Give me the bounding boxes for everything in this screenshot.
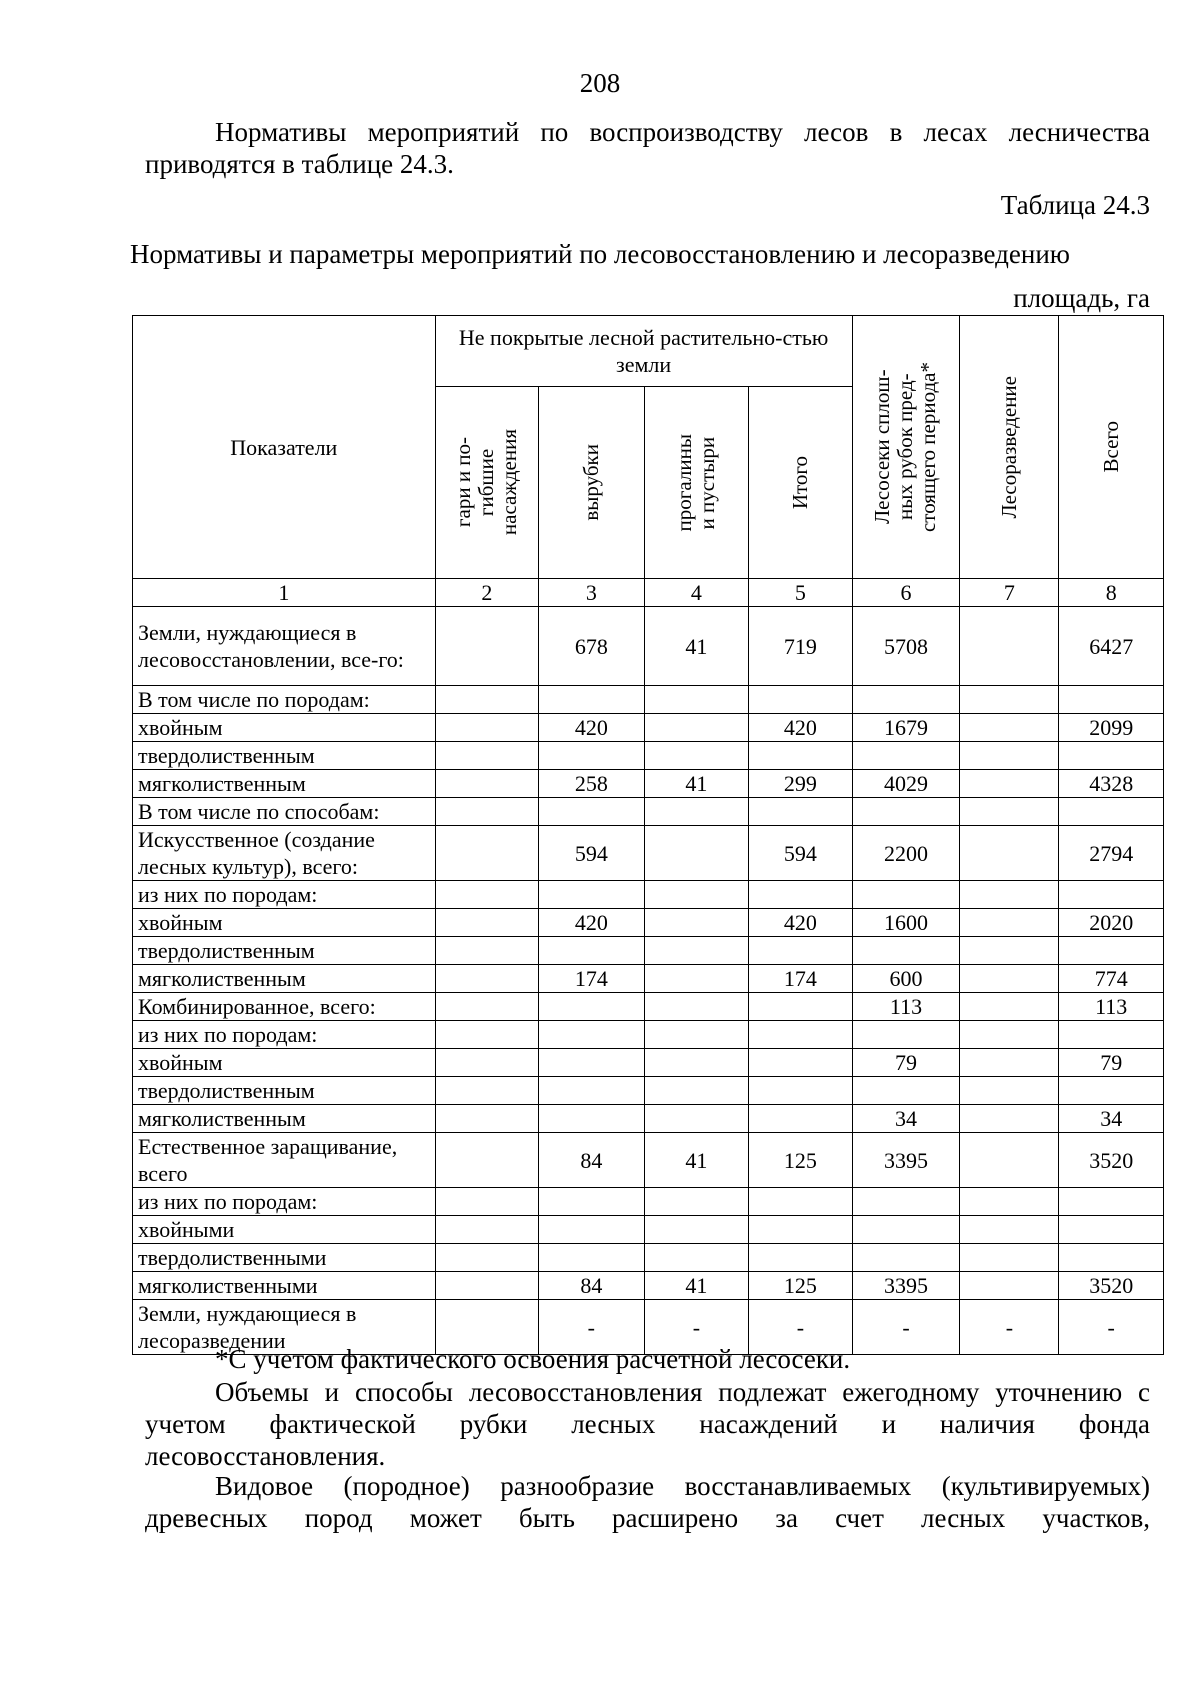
cell-c2	[435, 1244, 538, 1272]
cell-c6: 5708	[852, 607, 960, 686]
cell-c5	[749, 993, 852, 1021]
intro-line-2: приводятся в таблице 24.3.	[145, 149, 454, 179]
cell-c6	[852, 1077, 960, 1105]
table-row	[133, 742, 1164, 770]
cell-c7	[960, 607, 1059, 686]
cell-c4	[644, 937, 749, 965]
para3-line-1: Видовое (породное) разнообразие восстанавливаемых (культивируемых)	[215, 1471, 1150, 1501]
row-label: хвойным	[133, 1049, 436, 1077]
cell-c2	[435, 1049, 538, 1077]
cell-c7: -	[960, 1300, 1059, 1355]
header-glades	[644, 387, 749, 579]
table-row	[133, 993, 1164, 1021]
cell-c3	[539, 1105, 645, 1133]
cell-c5	[749, 742, 852, 770]
row-label: твердолиственными	[133, 1244, 436, 1272]
cell-c7	[960, 909, 1059, 937]
cell-c8	[1059, 1077, 1164, 1105]
table-row	[133, 770, 1164, 798]
cell-c4	[644, 909, 749, 937]
cell-c2	[435, 607, 538, 686]
row-label: Комбинированное, всего:	[133, 993, 436, 1021]
cell-c3: 84	[539, 1133, 645, 1188]
cell-c4	[644, 881, 749, 909]
header-indicators: Показатели	[133, 316, 436, 579]
cell-c7	[960, 1077, 1059, 1105]
cell-c2	[435, 1077, 538, 1105]
column-number: 8	[1059, 579, 1164, 607]
column-number: 3	[539, 579, 645, 607]
cell-c5: -	[749, 1300, 852, 1355]
table-row	[133, 1244, 1164, 1272]
cell-c6: 3395	[852, 1272, 960, 1300]
cell-c5	[749, 686, 852, 714]
row-label: из них по породам:	[133, 1021, 436, 1049]
para2-line-2: учетом фактической рубки лесных насаждений и наличия фонда	[145, 1409, 1150, 1439]
cell-c4	[644, 1049, 749, 1077]
unit-label: площадь, га	[1013, 283, 1150, 313]
cell-c6: 4029	[852, 770, 960, 798]
cell-c7	[960, 742, 1059, 770]
cell-c4	[644, 714, 749, 742]
cell-c6: -	[852, 1300, 960, 1355]
cell-c3	[539, 742, 645, 770]
row-label: мягколиственным	[133, 1105, 436, 1133]
cell-c5: 719	[749, 607, 852, 686]
cell-c6	[852, 1244, 960, 1272]
row-label: хвойным	[133, 714, 436, 742]
table-row	[133, 965, 1164, 993]
cell-c4	[644, 1244, 749, 1272]
cell-c5: 299	[749, 770, 852, 798]
cell-c4	[644, 798, 749, 826]
cell-c4	[644, 1021, 749, 1049]
table-row	[133, 1188, 1164, 1216]
cell-c6: 1679	[852, 714, 960, 742]
column-number: 7	[960, 579, 1059, 607]
cell-c7	[960, 686, 1059, 714]
cell-c8: 6427	[1059, 607, 1164, 686]
cell-c8: -	[1059, 1300, 1164, 1355]
table-row	[133, 1077, 1164, 1105]
cell-c6: 600	[852, 965, 960, 993]
table-row	[133, 1049, 1164, 1077]
table-title: Нормативы и параметры мероприятий по лесовосстановлению и лесоразведению	[130, 239, 1070, 269]
cell-c5	[749, 1049, 852, 1077]
row-label: из них по породам:	[133, 881, 436, 909]
paragraph-volumes	[145, 1376, 1150, 1472]
cell-c2	[435, 798, 538, 826]
cell-c4: 41	[644, 1133, 749, 1188]
cell-c5	[749, 881, 852, 909]
header-subtotal	[749, 387, 852, 579]
cell-c8: 4328	[1059, 770, 1164, 798]
cell-c2	[435, 1133, 538, 1188]
cell-c3	[539, 1021, 645, 1049]
row-label: Земли, нуждающиеся в лесовосстановлении, все-го:	[133, 607, 436, 686]
column-number: 1	[133, 579, 436, 607]
table-row	[133, 1105, 1164, 1133]
row-label: мягколиственным	[133, 770, 436, 798]
column-number-row	[133, 579, 1164, 607]
cell-c2	[435, 1188, 538, 1216]
header-burned-text: гари и по- гибшие насаждения	[451, 429, 522, 536]
cell-c6: 79	[852, 1049, 960, 1077]
cell-c4: 41	[644, 770, 749, 798]
header-cuttings-text: вырубки	[578, 444, 603, 521]
cell-c5: 174	[749, 965, 852, 993]
cell-c5: 420	[749, 909, 852, 937]
cell-c5	[749, 798, 852, 826]
cell-c4	[644, 826, 749, 881]
cell-c3: 420	[539, 909, 645, 937]
cell-c5	[749, 1077, 852, 1105]
cell-c5	[749, 1021, 852, 1049]
table-row	[133, 1133, 1164, 1188]
column-number: 5	[749, 579, 852, 607]
cell-c3	[539, 993, 645, 1021]
header-glades-text: прогалины и пустыри	[672, 433, 720, 532]
cell-c8	[1059, 686, 1164, 714]
cell-c2	[435, 881, 538, 909]
table-footnote: *С учетом фактического освоения расчетной лесосеки.	[215, 1344, 851, 1374]
cell-c8: 3520	[1059, 1272, 1164, 1300]
cell-c5: 125	[749, 1133, 852, 1188]
cell-c2	[435, 770, 538, 798]
cell-c2	[435, 1021, 538, 1049]
cell-c8: 3520	[1059, 1133, 1164, 1188]
cell-c2	[435, 909, 538, 937]
cell-c6: 2200	[852, 826, 960, 881]
cell-c8	[1059, 1244, 1164, 1272]
cell-c8: 774	[1059, 965, 1164, 993]
cell-c3: 594	[539, 826, 645, 881]
intro-line-1: Нормативы мероприятий по воспроизводству лесов в лесах лесничества	[215, 117, 1150, 147]
cell-c8: 2020	[1059, 909, 1164, 937]
standards-table	[132, 315, 1164, 1355]
table-row	[133, 881, 1164, 909]
cell-c2	[435, 742, 538, 770]
header-total-text: Всего	[1098, 421, 1123, 473]
cell-c6	[852, 686, 960, 714]
cell-c5	[749, 1105, 852, 1133]
cell-c2	[435, 826, 538, 881]
cell-c2	[435, 714, 538, 742]
row-label: твердолиственным	[133, 1077, 436, 1105]
cell-c4	[644, 1188, 749, 1216]
cell-c4: 41	[644, 1272, 749, 1300]
cell-c3	[539, 1244, 645, 1272]
cell-c6: 3395	[852, 1133, 960, 1188]
cell-c8	[1059, 1021, 1164, 1049]
header-afforestation-text: Лесоразведение	[996, 375, 1021, 519]
cell-c3: -	[539, 1300, 645, 1355]
cell-c3	[539, 1188, 645, 1216]
cell-c7	[960, 1021, 1059, 1049]
cell-c7	[960, 1188, 1059, 1216]
cell-c7	[960, 1272, 1059, 1300]
cell-c6	[852, 1216, 960, 1244]
cell-c3: 258	[539, 770, 645, 798]
cell-c6	[852, 1021, 960, 1049]
table-row	[133, 937, 1164, 965]
cell-c7	[960, 826, 1059, 881]
table-row	[133, 1272, 1164, 1300]
cell-c8	[1059, 881, 1164, 909]
cell-c5	[749, 1216, 852, 1244]
table-row	[133, 798, 1164, 826]
cell-c8	[1059, 937, 1164, 965]
cell-c4	[644, 742, 749, 770]
row-label: твердолиственным	[133, 742, 436, 770]
cell-c3: 678	[539, 607, 645, 686]
row-label: Естественное заращивание, всего	[133, 1133, 436, 1188]
cell-c5: 420	[749, 714, 852, 742]
header-not-covered: Не покрытые лесной растительно-стью земли	[435, 316, 852, 387]
row-label: В том числе по породам:	[133, 686, 436, 714]
cell-c4	[644, 686, 749, 714]
table-label: Таблица 24.3	[1000, 190, 1150, 220]
cell-c5: 125	[749, 1272, 852, 1300]
row-label: Земли, нуждающиеся в лесоразведении	[133, 1300, 436, 1355]
header-total	[1059, 316, 1164, 579]
row-label: Искусственное (создание лесных культур), всего:	[133, 826, 436, 881]
cell-c6	[852, 937, 960, 965]
paragraph-diversity	[145, 1470, 1150, 1534]
cell-c3	[539, 881, 645, 909]
cell-c3	[539, 937, 645, 965]
cell-c8: 113	[1059, 993, 1164, 1021]
table-row	[133, 686, 1164, 714]
para2-line-1: Объемы и способы лесовосстановления подлежат ежегодному уточнению с	[215, 1377, 1150, 1407]
cell-c3	[539, 1049, 645, 1077]
cell-c5	[749, 1244, 852, 1272]
intro-paragraph	[145, 116, 1150, 180]
cell-c3	[539, 686, 645, 714]
cell-c7	[960, 1049, 1059, 1077]
cell-c8	[1059, 1216, 1164, 1244]
header-cuttings	[539, 387, 645, 579]
header-burned	[435, 387, 538, 579]
cell-c7	[960, 937, 1059, 965]
table-row	[133, 1021, 1164, 1049]
cell-c8: 2794	[1059, 826, 1164, 881]
cell-c5	[749, 937, 852, 965]
cell-c7	[960, 798, 1059, 826]
cell-c2	[435, 1216, 538, 1244]
header-afforestation	[960, 316, 1059, 579]
cell-c2	[435, 937, 538, 965]
cell-c3	[539, 798, 645, 826]
header-subtotal-text: Итого	[787, 455, 812, 510]
para2-line-3: лесовосстановления.	[145, 1441, 386, 1471]
cell-c7	[960, 881, 1059, 909]
row-label: хвойным	[133, 909, 436, 937]
cell-c6	[852, 1188, 960, 1216]
cell-c4	[644, 1216, 749, 1244]
cell-c7	[960, 1244, 1059, 1272]
column-number: 2	[435, 579, 538, 607]
table-row	[133, 826, 1164, 881]
cell-c4	[644, 993, 749, 1021]
cell-c5	[749, 1188, 852, 1216]
cell-c5: 594	[749, 826, 852, 881]
header-cutting-areas-text: Лесосеки сплош- ных рубок пред- стоящего периода*	[870, 361, 941, 532]
para3-line-2: древесных пород может быть расширено за счет лесных участков,	[145, 1503, 1150, 1533]
column-number: 6	[852, 579, 960, 607]
row-label: мягколиственным	[133, 965, 436, 993]
cell-c2	[435, 1272, 538, 1300]
cell-c4: -	[644, 1300, 749, 1355]
cell-c8: 79	[1059, 1049, 1164, 1077]
table-row	[133, 909, 1164, 937]
cell-c7	[960, 993, 1059, 1021]
row-label: В том числе по способам:	[133, 798, 436, 826]
cell-c7	[960, 1216, 1059, 1244]
cell-c7	[960, 965, 1059, 993]
cell-c3	[539, 1077, 645, 1105]
header-cutting-areas	[852, 316, 960, 579]
cell-c4	[644, 1077, 749, 1105]
table-row	[133, 1216, 1164, 1244]
page-number: 208	[579, 68, 621, 98]
cell-c2	[435, 993, 538, 1021]
cell-c3: 174	[539, 965, 645, 993]
cell-c2	[435, 965, 538, 993]
cell-c8: 34	[1059, 1105, 1164, 1133]
cell-c3: 420	[539, 714, 645, 742]
row-label: хвойными	[133, 1216, 436, 1244]
cell-c7	[960, 770, 1059, 798]
cell-c6	[852, 798, 960, 826]
cell-c4: 41	[644, 607, 749, 686]
cell-c6: 113	[852, 993, 960, 1021]
cell-c8	[1059, 798, 1164, 826]
cell-c3	[539, 1216, 645, 1244]
cell-c2	[435, 686, 538, 714]
cell-c6: 1600	[852, 909, 960, 937]
cell-c7	[960, 1133, 1059, 1188]
cell-c8	[1059, 1188, 1164, 1216]
cell-c7	[960, 714, 1059, 742]
table-row	[133, 714, 1164, 742]
cell-c7	[960, 1105, 1059, 1133]
column-number: 4	[644, 579, 749, 607]
cell-c2	[435, 1105, 538, 1133]
cell-c6	[852, 881, 960, 909]
cell-c6: 34	[852, 1105, 960, 1133]
cell-c8	[1059, 742, 1164, 770]
cell-c6	[852, 742, 960, 770]
row-label: из них по породам:	[133, 1188, 436, 1216]
cell-c3: 84	[539, 1272, 645, 1300]
cell-c4	[644, 1105, 749, 1133]
cell-c4	[644, 965, 749, 993]
row-label: мягколиственными	[133, 1272, 436, 1300]
table-row	[133, 607, 1164, 686]
row-label: твердолиственным	[133, 937, 436, 965]
cell-c8: 2099	[1059, 714, 1164, 742]
